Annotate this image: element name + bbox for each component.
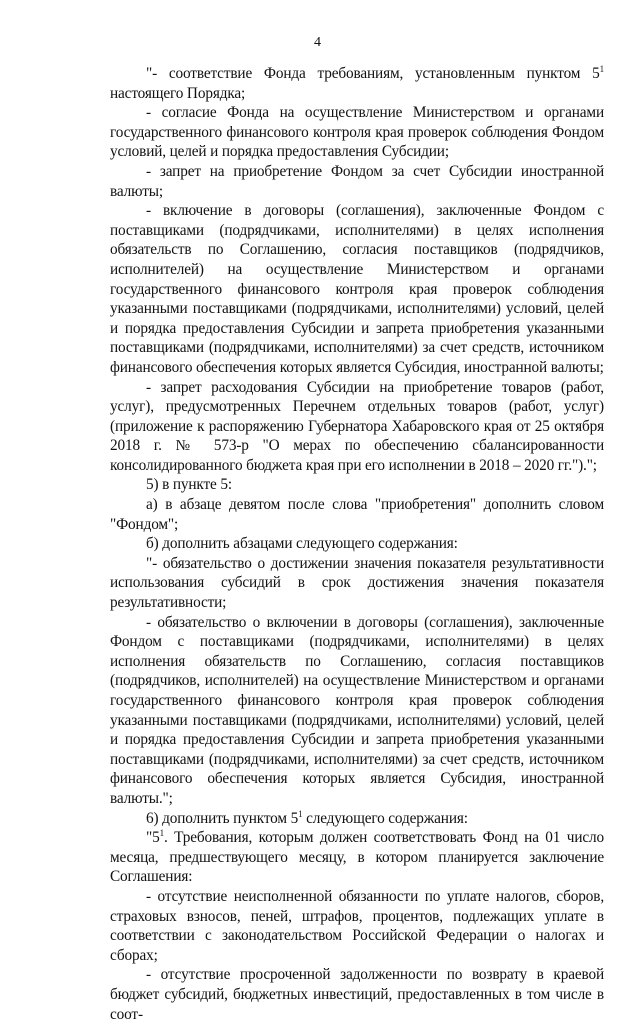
paragraph-1-start: "- соответствие Фонда требованиям, установленным пунктом 5 bbox=[146, 65, 600, 82]
paragraph-11-end: следующего содержания: bbox=[302, 809, 468, 827]
document-body bbox=[110, 64, 604, 1024]
paragraph-1-end: настоящего Порядка; bbox=[110, 84, 246, 102]
superscript: 1 bbox=[298, 808, 303, 819]
paragraph-14: - отсутствие просроченной задолженности по возврату в краевой бюджет субсидий, бюджетных инвестиций, предоставленных в том числе в соот- bbox=[110, 966, 604, 1023]
paragraph-3: - запрет на приобретение Фондом за счет Субсидии иностранной валюты; bbox=[110, 162, 604, 200]
paragraph-4: - включение в договоры (соглашения), заключенные Фондом с поставщиками (подрядчиками, исполнителями) в целях исполнения обязательств по Соглашению, согласия поставщиков (подрядчиков, исполнителей) на осуществление Министерством и органами государственного финансового контроля края проверок соблюдения указанными поставщиками (подрядчиками, исполнителями) условий, целей и порядка предоставления Субсидии и запрета приобретения указанными поставщиками (подрядчиками, исполнителями) за счет средств, источником финансового обеспечения которых является Субсидия, иностранной валюты; bbox=[110, 202, 604, 376]
paragraph-12-start: "5 bbox=[146, 829, 160, 847]
paragraph-7: а) в абзаце девятом после слова "приобретения" дополнить словом "Фондом"; bbox=[110, 496, 604, 533]
paragraph-5: - запрет расходования Субсидии на приобретение товаров (работ, услуг), предусмотренных Перечнем отдельных товаров (работ, услуг) (приложение к распоряжению Губернатора Хабаровского края от 25 октября 2018 г. № 573-р "О мерах по обеспечению сбалансированности консолидированного бюджета края при его исполнении в 2018 – 2020 гг.")."; bbox=[110, 378, 604, 474]
paragraph-6: 5) в пункте 5: bbox=[146, 476, 232, 494]
superscript: 1 bbox=[159, 828, 164, 839]
paragraph-12-end: . Требования, которым должен соответствовать Фонд на 01 число месяца, предшествующего месяцу, в котором планируется заключение Соглашения: bbox=[110, 829, 604, 886]
paragraph-11-start: 6) дополнить пунктом 5 bbox=[146, 809, 299, 827]
paragraph-1 bbox=[110, 64, 604, 103]
paragraph-10: - обязательство о включении в договоры (соглашения), заключенные Фондом с поставщиками (подрядчиками, исполнителями) в целях исполнения обязательств по Соглашению, согласия поставщиков (подрядчиков, исполнителей) на осуществление Министерством и органами государственного финансового контроля края проверок соблюдения указанными поставщиками (подрядчиками, исполнителями) условий, целей и порядка предоставления Субсидии и запрета приобретения указанными поставщиками (подрядчиками, исполнителями) за счет средств, источником финансового обеспечения которых является Субсидия, иностранной валюты."; bbox=[110, 613, 604, 807]
paragraph-9: "- обязательство о достижении значения показателя результативности использования субсидий в срок достижения значения показателя результативности; bbox=[110, 554, 604, 612]
paragraph-11 bbox=[110, 809, 604, 829]
paragraph-13: - отсутствие неисполненной обязанности по уплате налогов, сборов, страховых взносов, пеней, штрафов, процентов, подлежащих уплате в соответствии с законодательством Российской Федерации о налогах и сборах; bbox=[110, 887, 604, 964]
superscript: 1 bbox=[599, 64, 604, 74]
page-number: 4 bbox=[314, 35, 321, 50]
paragraph-2: - согласие Фонда на осуществление Министерством и органами государственного финансового контроля края проверок соблюдения Фондом условий, целей и порядка предоставления Субсидии; bbox=[110, 104, 604, 161]
paragraph-12 bbox=[110, 828, 604, 887]
paragraph-8: б) дополнить абзацами следующего содержания: bbox=[146, 535, 458, 553]
